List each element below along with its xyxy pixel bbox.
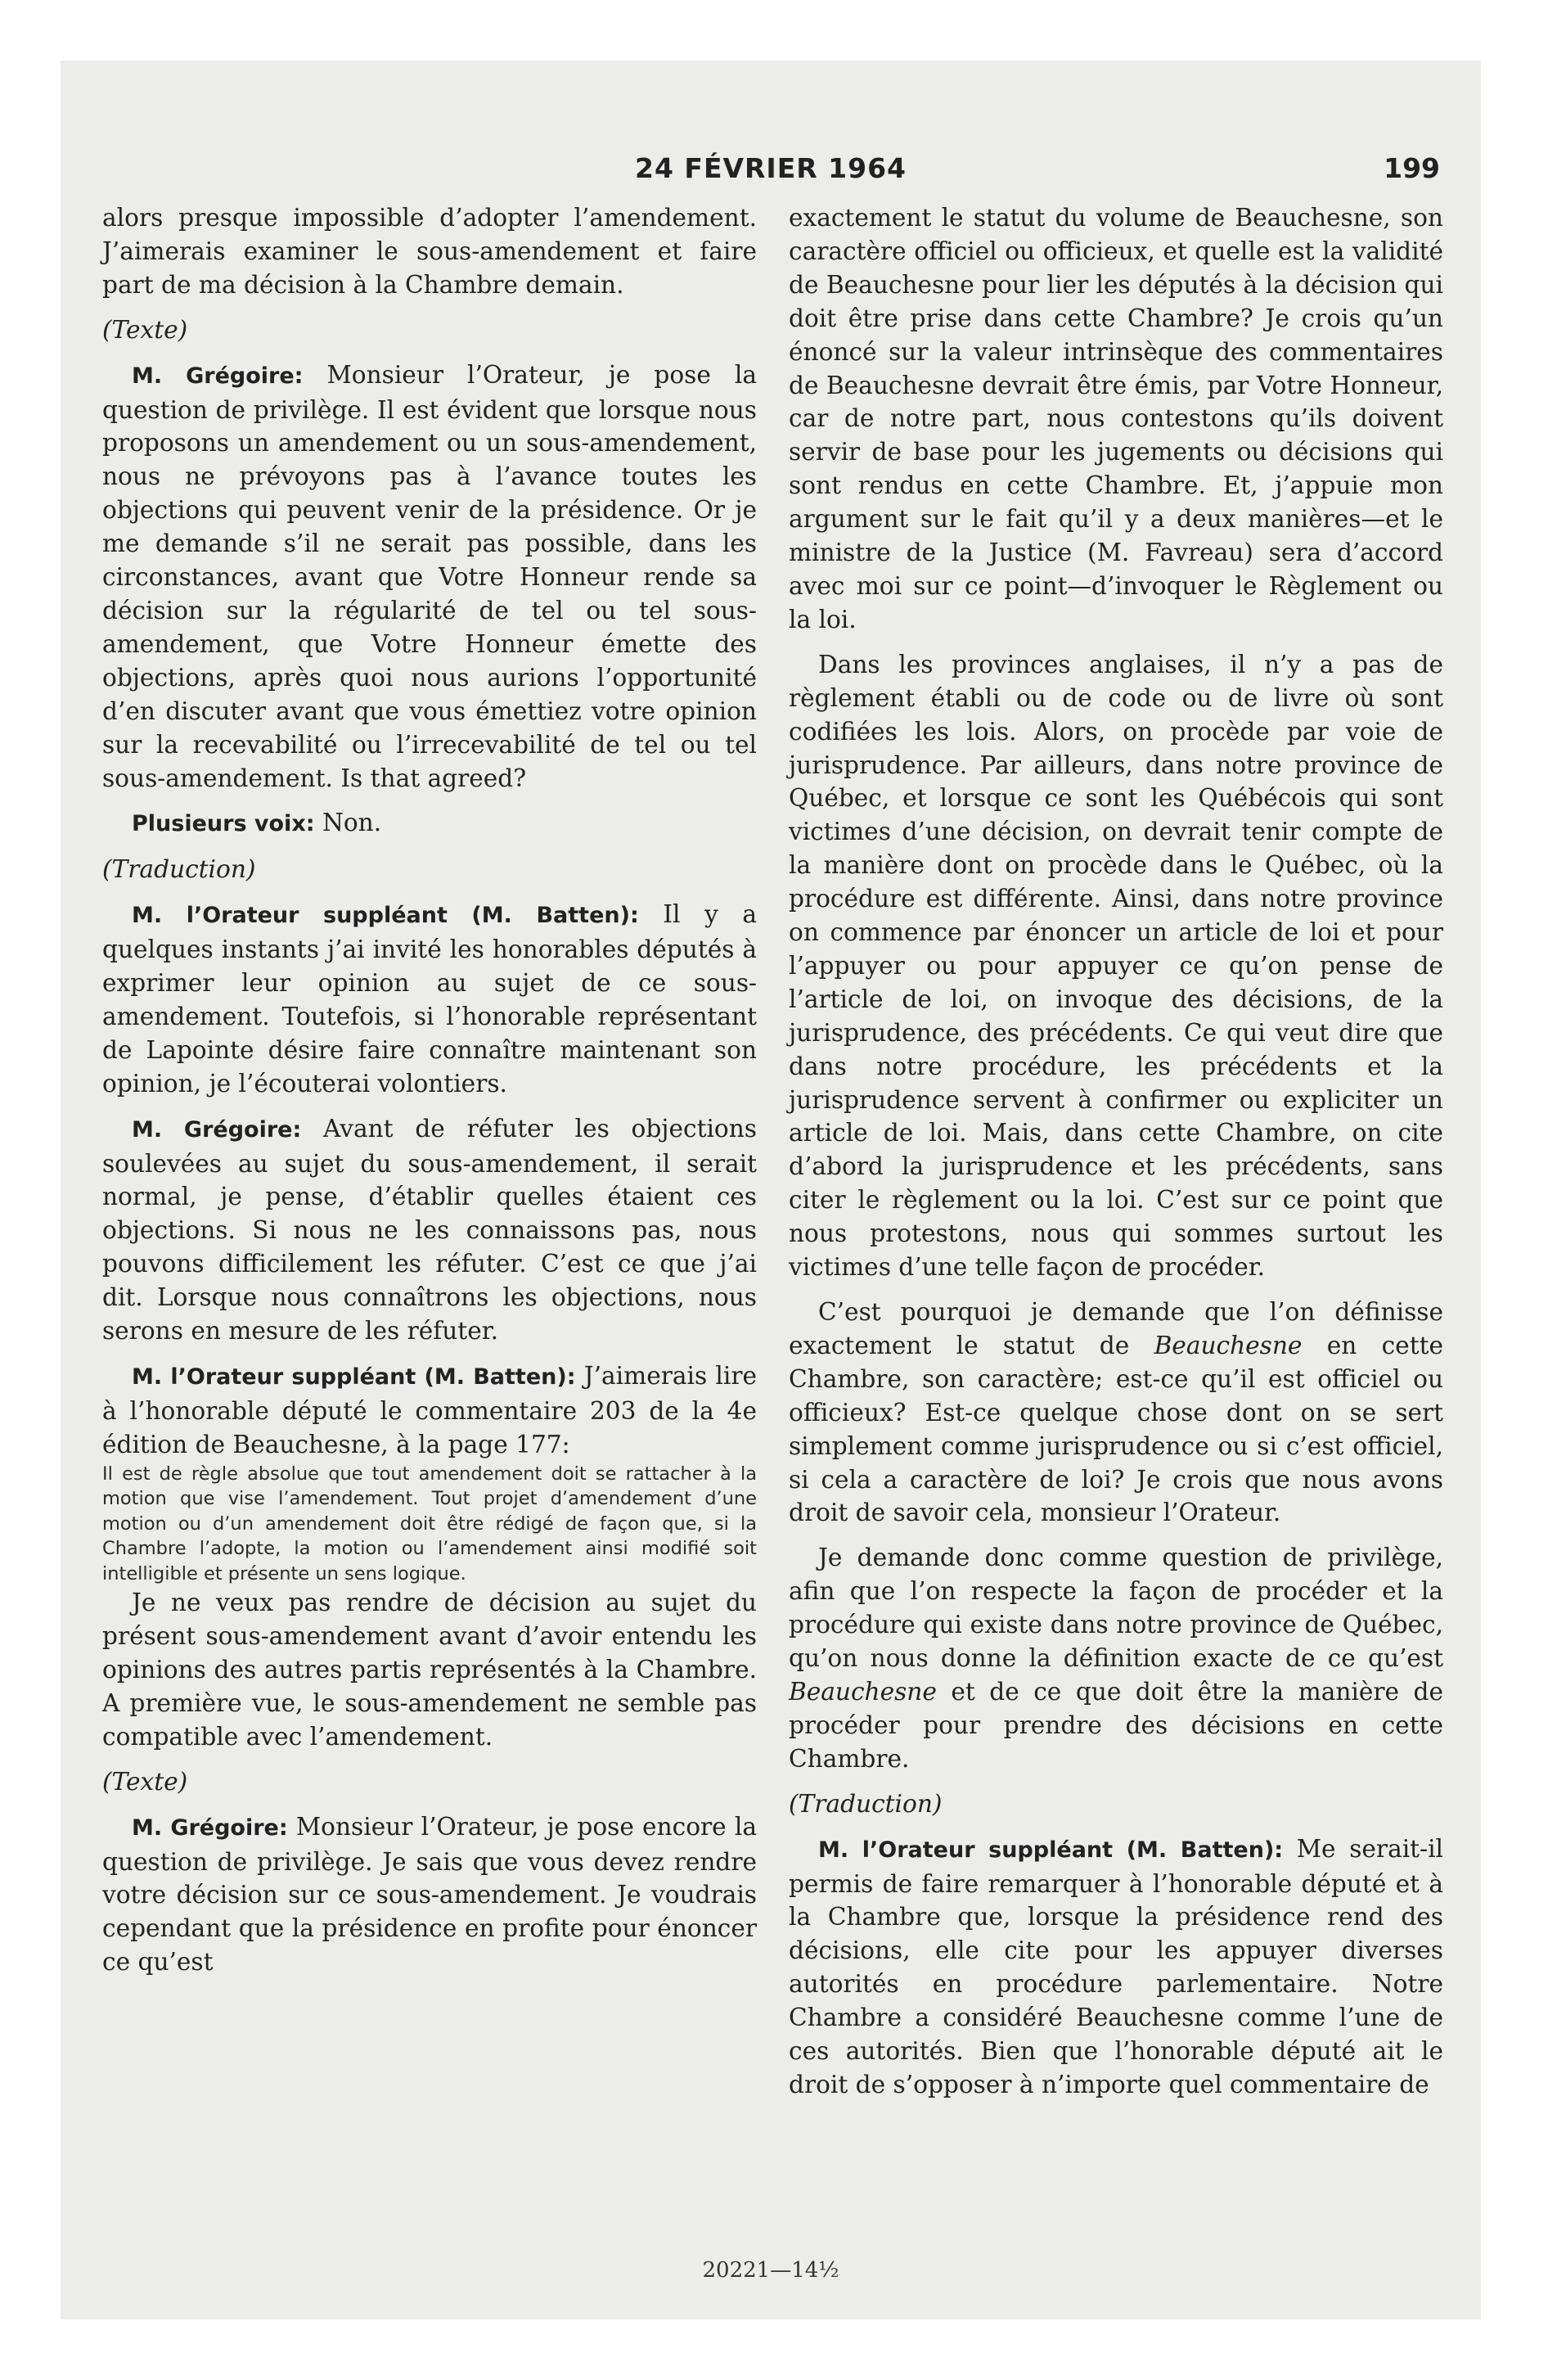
paragraph (789, 1541, 1443, 1775)
paragraph (102, 898, 757, 1100)
document-page (61, 61, 1481, 2319)
paragraph-text: Monsieur l’Orateur, je pose la question de privilège. Il est évident que lorsque nous proposons un amendement ou un sous-amendement, nous ne prévoyons pas à l’avance toutes les objections qui peuvent venir de la présidence. Or je me demande s’il ne serait pas possible, dans les circonstances, avant que Votre Honneur rende sa décision sur la régularité de tel ou tel sous-amendement, que Votre Honneur émette des objections, après quoi nous aurions l’opportunité d’en discuter avant que vous émettiez votre opinion sur la recevabilité ou l’irrecevabilité de tel ou tel sous-amendement. Is that agreed? (102, 360, 757, 792)
speaker-name: M. l’Orateur suppléant (M. Batten): (132, 903, 639, 929)
paragraph-text: Me serait-il permis de faire remarquer à l’honorable député et à la Chambre que, lorsque la présidence rend des décisions, elle cite pour les appuyer diverses autorités en procédure parlementaire. Notre Chambre a considéré Beauchesne comme l’une de ces autorités. Bien que l’honorable député ait le droit de s’opposer à n’importe quel commentaire de (789, 1834, 1443, 2098)
paragraph-text: Il y a quelques instants j’ai invité les honorables députés à exprimer leur opinion au sujet de ce sous-amendement. Toutefois, si l’honorable représentant de Lapointe désire faire connaître maintenant son opinion, je l’écouterai volontiers. (102, 900, 757, 1098)
paragraph (102, 1810, 757, 1980)
speaker-name: M. Grégoire: (132, 1116, 302, 1143)
section-label: (Traduction) (789, 1789, 943, 1818)
section-label: (Texte) (102, 1767, 188, 1796)
speaker-name: Plusieurs voix: (132, 811, 315, 837)
paragraph-text: J’aimerais lire à l’honorable député le commentaire 203 de la 4e édition de Beauchesne, à la page 177: (102, 1362, 757, 1458)
paragraph (102, 358, 757, 796)
speaker-name: M. Grégoire: (132, 1814, 288, 1841)
paragraph-text: Monsieur l’Orateur, je pose encore la question de privilège. Je sais que vous devez rendre votre décision sur ce sous-amendement. Je voudrais cependant que la présidence en profite pour énoncer ce qu’est (102, 1812, 757, 1977)
section-label: (Texte) (102, 315, 188, 344)
paragraph-text: C’est pourquoi je demande que l’on définisse exactement le statut de (789, 1298, 1443, 1359)
paragraph (789, 1296, 1443, 1530)
speaker-name: M. Grégoire: (132, 363, 304, 389)
paragraph: Dans les provinces anglaises, il n’y a pas de règlement établi ou de code ou de livre où sont codifiées les lois. Alors, on procède par voie de jurisprudence. Par ailleurs, dans notre province de Québec, et lorsque ce sont les Québécois qui sont victimes d’une décision, on devrait tenir compte de la manière dont on procède dans le Québec, où la procédure est différente. Ainsi, dans notre province on commence par énoncer un article de loi et pour l’appuyer ou pour appuyer ce qu’on pense de l’article de loi, on invoque des décisions, de la jurisprudence, des précédents. Ce qui veut dire que dans notre procédure, les précédents et la jurisprudence servent à confirmer ou expliciter un article de loi. Mais, dans cette Chambre, on cite d’abord la jurisprudence et les précédents, sans citer le règlement ou la loi. C’est sur ce point que nous protestons, nous qui sommes surtout les victimes d’une telle façon de procéder. (789, 650, 1443, 1282)
paragraph: alors presque impossible d’adopter l’amendement. J’aimerais examiner le sous-amendement et faire part de ma décision à la Chambre demain. (102, 204, 757, 299)
paragraph-text: Avant de réfuter les objections soulevées au sujet du sous-amendement, il serait normal, je pense, d’établir quelles étaient ces objections. Si nous ne les connaissons pas, nous pouvons difficilement les réfuter. C’est ce que j’ai dit. Lorsque nous connaîtrons les objections, nous serons en mesure de les réfuter. (102, 1114, 757, 1346)
paragraph-text: Je demande donc comme question de privilège, afin que l’on respecte la façon de procéder et la procédure qui existe dans notre province de Québec, qu’on nous donne la définition exacte de ce qu’est (789, 1544, 1443, 1673)
emphasis-text: Beauchesne (789, 1677, 937, 1706)
speaker-name: M. l’Orateur suppléant (M. Batten): (132, 1364, 576, 1390)
paragraph: exactement le statut du volume de Beauchesne, son caractère officiel ou officieux, et quelle est la validité de Beauchesne pour lier les députés à la décision qui doit être prise dans cette Chambre? Je crois qu’un énoncé sur la valeur intrinsèque des commentaires de Beauchesne devrait être émis, par Votre Honneur, car de notre part, nous contestons qu’ils doivent servir de base pour les jugements ou décisions qui sont rendus en cette Chambre. Et, j’appuie mon argument sur le fait qu’il y a deux manières—et le ministre de la Justice (M. Favreau) sera d’accord avec moi sur ce point—d’invoquer le Règlement ou la loi. (789, 204, 1444, 633)
speaker-name: M. l’Orateur suppléant (M. Batten): (818, 1837, 1284, 1863)
paragraph-text: Non. (314, 809, 382, 837)
paragraph (102, 1112, 757, 1348)
page-date: 24 FÉVRIER 1964 (634, 152, 907, 184)
paragraph: Je ne veux pas rendre de décision au sujet du présent sous-amendement avant d’avoir entendu les opinions des autres partis représentés à la Chambre. A première vue, le sous-amendement ne semble pas compatible avec l’amendement. (102, 1589, 757, 1751)
block-quote: Il est de règle absolue que tout amendement doit se rattacher à la motion que vise l’amendement. Tout projet d’amendement d’une motion ou d’un amendement doit être rédigé de façon que, si la Chambre l’adopte, la motion ou l’amendement ainsi modifié soit intelligible et présente un sens logique. (102, 1463, 757, 1584)
page-number: 199 (1384, 152, 1440, 184)
section-label: (Traduction) (102, 855, 256, 884)
emphasis-text: Beauchesne (1154, 1331, 1303, 1359)
page-footer: 20221—14½ (702, 2258, 839, 2283)
page-header (61, 152, 1481, 193)
paragraph-text: et de ce que doit être la manière de procéder pour prendre des décisions en cette Chambre. (789, 1677, 1443, 1773)
right-column (789, 201, 1443, 2102)
paragraph (102, 806, 757, 841)
left-column (102, 201, 757, 1979)
paragraph-text: en cette Chambre, son caractère; est-ce qu’il est officiel ou officieux? Est-ce quelque chose dont on se sert simplement comme jurisprudence ou si c’est officiel, si cela a caractère de loi? Je crois que nous avons droit de savoir cela, monsieur l’Orateur. (789, 1331, 1443, 1527)
paragraph (789, 1832, 1443, 2102)
paragraph (102, 1359, 757, 1462)
